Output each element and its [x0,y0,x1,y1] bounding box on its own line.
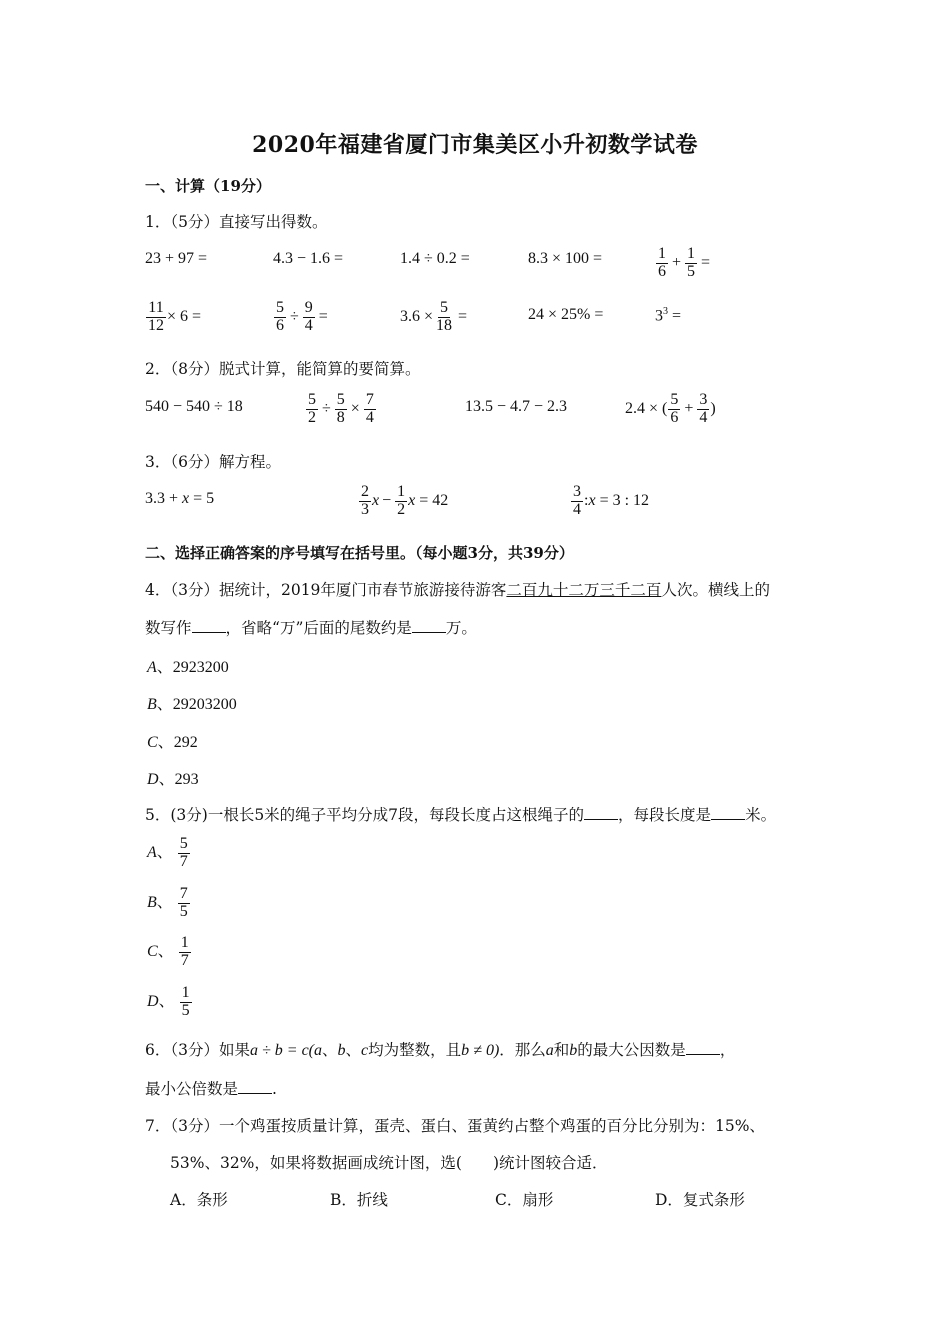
q4-option-b: B、29203200 [147,696,237,713]
q7-option-d: D．复式条形 [655,1191,745,1209]
q5-option-a: A、 $\frac{5}{7}$ [147,835,188,870]
question-3-stem: 3．（6分）解方程。 [145,453,281,471]
q1-item-8: 3.6 × $\frac{5}{18}$ = [400,299,468,334]
q3-item-1: 3.3 + x = 5 [145,490,215,507]
q1-item-6: $\frac{11}{12}$ × 6 = [148,299,202,334]
question-7-line2: 53%、32%，如果将数据画成统计图，选( )统计图较合适． [170,1154,608,1172]
q1-item-3: 1.4 ÷ 0.2 = [400,250,470,267]
question-4-stem: 4．（3分）据统计，2019年厦门市春节旅游接待游客二百九十二万三千二百人次。横线上的 [145,581,770,599]
q5-option-c: C、 $\frac{1}{7}$ [147,934,189,969]
answer-blank [192,617,226,633]
answer-blank [584,804,618,820]
section-heading-2: 二、选择正确答案的序号填写在括号里。（每小题3分，共39分） [145,544,574,562]
q3-item-2: $\frac{2}{3}$ x − $\frac{1}{2}$ x = 42 [361,483,449,518]
q3-item-3: $\frac{3}{4}$ :x = 3 : 12 [573,483,650,518]
q7-option-c: C．扇形 [495,1191,554,1209]
q1-item-4: 8.3 × 100 = [528,250,603,267]
question-5-stem: 5．(3分)一根长5米的绳子平均分成7段，每段长度占这根绳子的 ，每段长度是 米。 [145,806,777,824]
question-7-stem: 7．（3分）一个鸡蛋按质量计算，蛋壳、蛋白、蛋黄约占整个鸡蛋的百分比分别为：15%、 [145,1117,765,1135]
question-6-line2: 最小公倍数是 . [145,1080,277,1098]
answer-blank [412,617,446,633]
q7-option-b: B．折线 [330,1191,388,1209]
q1-item-10: $3^3$ = [655,306,682,325]
q4-option-c: C、292 [147,734,198,751]
question-4-line2: 数写作 ，省略“万”后面的尾数约是 万。 [145,619,477,637]
q1-item-1: 23 + 97 = [145,250,208,267]
q4-option-a: A、2923200 [147,659,229,676]
section-heading-1: 一、计算（19分） [145,177,271,195]
q1-item-9: 24 × 25% = [528,306,604,323]
answer-blank [711,804,745,820]
q4-option-d: D、293 [147,771,199,788]
q1-item-2: 4.3 − 1.6 = [273,250,344,267]
question-2-stem: 2．（8分）脱式计算，能简算的要简算。 [145,360,421,378]
page-title: 2020年福建省厦门市集美区小升初数学试卷 [252,132,698,158]
question-6-stem: 6．（3分）如果a ÷ b = c(a、b、c均为整数，且b ≠ 0)．那么a和b的最大公因数是 ， [145,1041,736,1059]
q2-item-2: $\frac{5}{2}$ ÷ $\frac{5}{8}$ × $\frac{7}{4}$ [308,391,374,426]
underlined-number-text: 二百九十二万三千二百 [506,581,662,599]
q2-item-1: 540 − 540 ÷ 18 [145,398,243,415]
answer-blank [686,1039,720,1055]
question-1-stem: 1．（5分）直接写出得数。 [145,213,328,231]
q2-item-4: 2.4 × ( $\frac{5}{6}$ + $\frac{3}{4}$ ) [625,391,716,426]
q1-item-7: $\frac{5}{6}$ ÷ $\frac{9}{4}$ = [276,299,328,334]
q2-item-3: 13.5 − 4.7 − 2.3 [465,398,568,415]
q5-option-d: D、 $\frac{1}{5}$ [147,984,190,1019]
answer-blank [238,1078,272,1094]
q1-item-5: $\frac{1}{6}$ + $\frac{1}{5}$ = [658,245,711,280]
q5-option-b: B、 $\frac{7}{5}$ [147,885,188,920]
q7-option-a: A．条形 [170,1191,228,1209]
